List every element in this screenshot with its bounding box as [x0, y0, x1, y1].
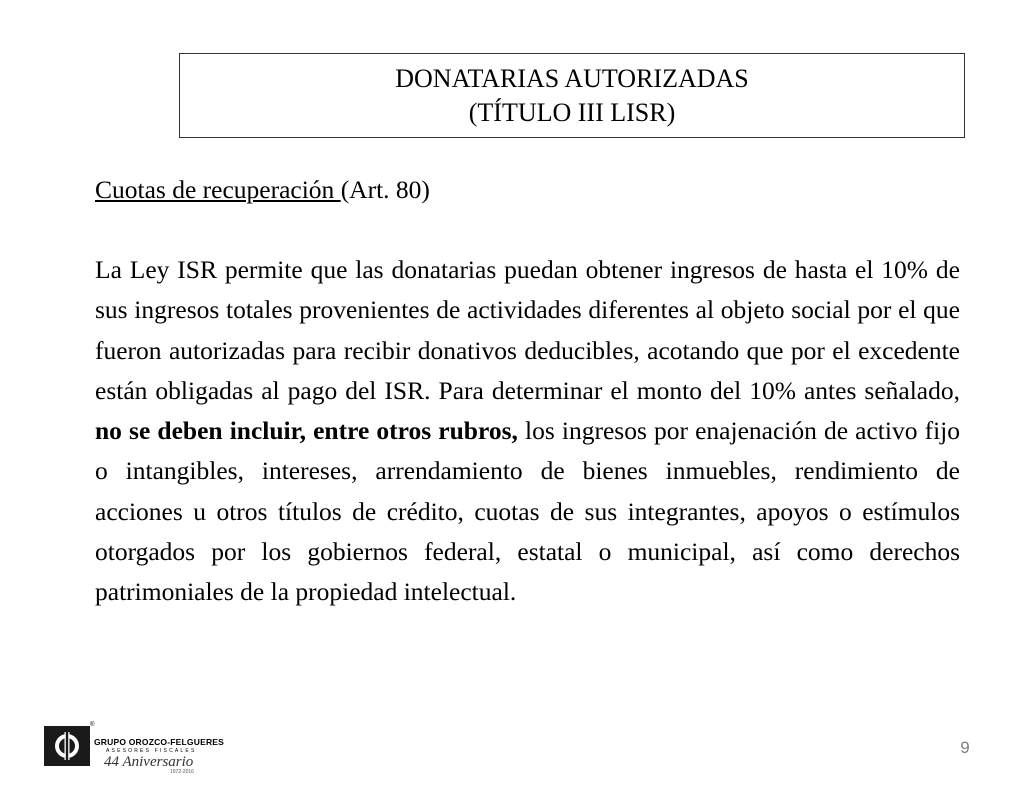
body-paragraph [95, 250, 960, 613]
title-box [179, 53, 965, 138]
company-name: GRUPO OROZCO-FELGUERES [94, 737, 225, 747]
paragraph-bold: no se deben incluir, entre otros rubros, [95, 416, 518, 446]
subtitle-underlined: Cuotas de recuperación [95, 175, 341, 204]
paragraph-part-2: los ingresos por enajenación de activo fijo o intangibles, intereses, arrendamiento de bienes inmuebles, rendimiento de acciones u otros títulos de crédito, cuotas de sus integrantes, apoyos o estímulos otorgados por los gobiernos federal, estatal o municipal, así como derechos patrimoniales de la propiedad intelectual. [95, 416, 961, 607]
anniversary-text: 44 Aniversario [104, 754, 194, 770]
title-line-2: (TÍTULO III LISR) [468, 98, 676, 127]
slide-content [95, 170, 960, 613]
phi-logo-icon [44, 726, 90, 766]
anniversary-years: 1972-2016 [170, 769, 194, 775]
company-tagline: ASESORES FISCALES [106, 748, 197, 754]
registered-mark: ® [90, 722, 95, 728]
paragraph-part-1: La Ley ISR permite que las donatarias puedan obtener ingresos de hasta el 10% de sus ingresos totales provenientes de actividades diferentes al objeto social por el que fueron autorizadas para recibir donativos deducibles, acotando que por el excedente están obligadas al pago del ISR. Para determinar el monto del 10% antes señalado, [95, 255, 960, 405]
section-subtitle [95, 170, 960, 210]
title-line-1: DONATARIAS AUTORIZADAS [395, 64, 749, 93]
subtitle-article: (Art. 80) [340, 175, 430, 204]
page-number: 9 [960, 738, 970, 757]
company-logo [44, 722, 225, 775]
